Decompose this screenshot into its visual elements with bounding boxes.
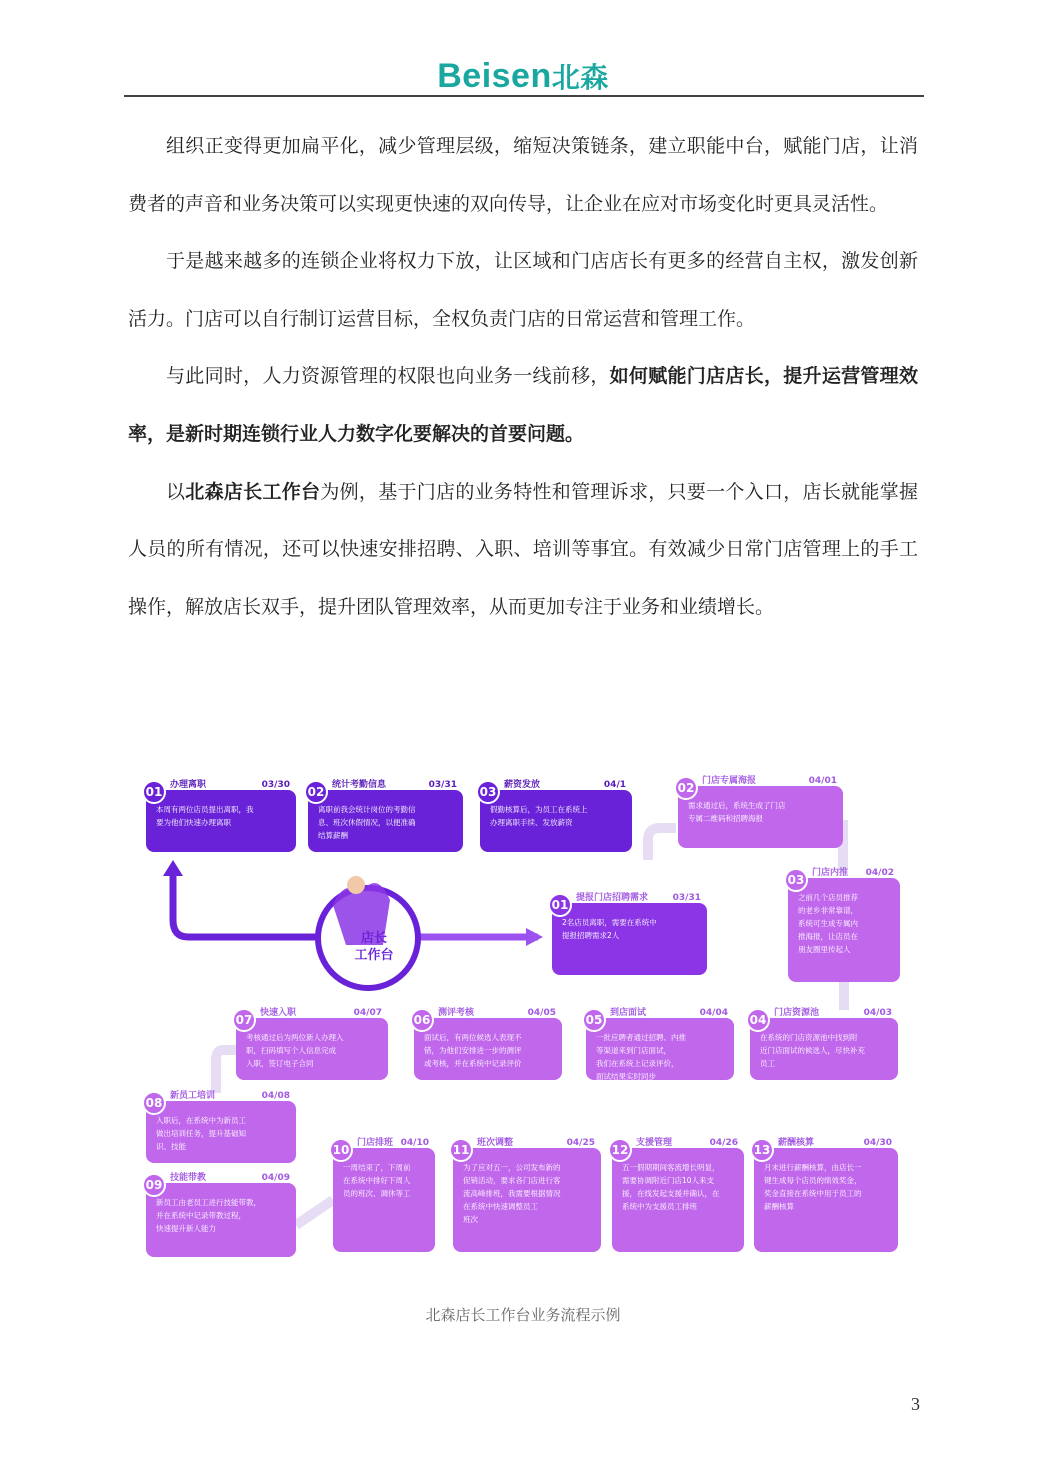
card-body-line: 办理离职手续、发放薪资 <box>490 818 573 827</box>
card-body-line: 面试后，有两位候选人表现不 <box>424 1033 522 1042</box>
card-body-line: 离职前我会统计岗位的考勤信 <box>318 805 416 814</box>
center-label-2: 工作台 <box>354 948 394 963</box>
card-body-line: 流高峰排班，我需要根据情况 <box>463 1189 561 1198</box>
card-date: 04/02 <box>865 868 894 878</box>
card-body-line: 快速提升新人能力 <box>156 1224 216 1233</box>
card-body-line: 并在系统中记录带教过程， <box>156 1211 246 1220</box>
card-body-line: 一批应聘者通过招聘、内推 <box>596 1033 686 1042</box>
card-body-line: 需求通过后，系统生成了门店 <box>688 801 786 810</box>
card-body-line: 2名店员离职，需要在系统中 <box>562 918 657 927</box>
step-number: 02 <box>677 781 695 795</box>
card-body-line: 近门店面试的候选人，尽快补充 <box>760 1046 865 1055</box>
card-body-line: 班次 <box>463 1215 478 1224</box>
step-number: 05 <box>585 1013 603 1027</box>
card-date: 04/26 <box>709 1138 738 1148</box>
logo-latin: Beisen <box>437 57 552 95</box>
card-title: 薪酬核算 <box>778 1138 815 1148</box>
card-body-line: 奖金直接在系统中用于员工的 <box>764 1189 862 1198</box>
step-number: 13 <box>753 1143 771 1157</box>
card-body-line: 息、班次休假情况，以便准确 <box>318 818 416 827</box>
step-number: 12 <box>611 1143 629 1157</box>
card-date: 03/31 <box>672 893 701 903</box>
card-body-line: 面试结果实时同步 <box>596 1072 656 1081</box>
bold-text: 北森店长工作台 <box>185 480 321 503</box>
figure-caption: 北森店长工作台业务流程示例 <box>425 1306 621 1324</box>
card-title: 班次调整 <box>477 1138 514 1148</box>
card-body-line: 假勤核算后，为员工在系统上 <box>490 805 588 814</box>
card-body-line: 结算薪酬 <box>318 831 348 840</box>
step-number: 02 <box>307 785 325 799</box>
center-label-1: 店长 <box>360 931 388 946</box>
card-title: 支援管理 <box>636 1138 673 1148</box>
card-title: 提报门店招聘需求 <box>576 893 649 903</box>
card-body-line: 需要协调附近门店10人来支 <box>622 1176 715 1185</box>
paragraph <box>128 233 918 348</box>
card-body-line: 做出培训任务，提升基础知 <box>156 1129 246 1138</box>
step-number: 10 <box>332 1143 350 1157</box>
card-title: 门店资源池 <box>774 1008 820 1018</box>
card-date: 04/25 <box>566 1138 595 1148</box>
card-body-line: 在系统中快速调整员工 <box>463 1202 538 1211</box>
card-title: 薪资发放 <box>504 780 541 790</box>
workflow-diagram-svg <box>128 760 918 1270</box>
card-title: 门店内推 <box>812 868 849 878</box>
card-body-line: 为了应对五一，公司发布新的 <box>463 1163 561 1172</box>
card-title: 技能带教 <box>170 1173 207 1183</box>
card-date: 04/1 <box>603 780 626 790</box>
paragraph <box>128 464 918 637</box>
card-date: 04/09 <box>261 1173 290 1183</box>
card-body-line: 五一假期期间客流增长明显， <box>622 1163 720 1172</box>
card-body-line: 新员工由老员工进行技能带教， <box>156 1198 261 1207</box>
card-title: 门店排班 <box>357 1138 394 1148</box>
card-date: 04/05 <box>527 1008 556 1018</box>
card-body-line: 入职后，在系统中为新员工 <box>156 1116 246 1125</box>
card-body-line: 促销活动，要求各门店进行客 <box>463 1176 561 1185</box>
card-date: 04/30 <box>863 1138 892 1148</box>
card-body-line: 在系统中排好下周人 <box>343 1176 411 1185</box>
card-title: 测评考核 <box>438 1008 475 1018</box>
card-title: 办理离职 <box>170 780 207 790</box>
card-date: 04/10 <box>400 1138 429 1148</box>
card-body-line: 一周结束了，下周前 <box>343 1163 411 1172</box>
card-title: 到店面试 <box>610 1008 647 1018</box>
card-title: 统计考勤信息 <box>332 780 387 790</box>
card-body-line: 员工 <box>760 1059 775 1068</box>
connector <box>216 1050 238 1093</box>
card-title: 新员工培训 <box>170 1091 216 1101</box>
card-body-line: 键生成每个店员的绩效奖金， <box>764 1176 862 1185</box>
step-number: 04 <box>749 1013 767 1027</box>
workflow-diagram <box>128 760 918 1270</box>
article-body <box>128 118 918 636</box>
card-body-line: 系统中为支援员工排班 <box>622 1202 697 1211</box>
paragraph <box>128 118 918 233</box>
header-divider <box>124 95 924 97</box>
connector <box>296 1200 333 1225</box>
step-number: 11 <box>452 1143 470 1157</box>
card-body-line: 之前几个店员推荐 <box>798 893 858 902</box>
card-body-line: 员的班次、调休等工 <box>343 1189 411 1198</box>
text-run: 以 <box>166 480 186 503</box>
card-body-line: 系统可生成专属内 <box>798 919 858 928</box>
card-body-line: 我们在系统上记录评价， <box>596 1059 679 1068</box>
text-run: 组织正变得更加扁平化，减少管理层级，缩短决策链条，建立职能中台，赋能门店，让消费者的声音和业务决策可以实现更快速的双向传导，让企业在应对市场变化时更具灵活性。 <box>128 135 918 215</box>
card-date: 04/08 <box>261 1091 290 1101</box>
card-body-line: 或考核，并在系统中记录评价 <box>424 1059 522 1068</box>
card-date: 04/07 <box>353 1008 382 1018</box>
card-body-line: 本周有两位店员提出离职，我 <box>156 805 254 814</box>
text-run: 与此同时，人力资源管理的权限也向业务一线前移， <box>166 365 610 388</box>
card-body-line: 考核通过后为两位新人办理入 <box>246 1033 344 1042</box>
step-number: 01 <box>145 785 163 799</box>
step-number: 07 <box>235 1013 253 1027</box>
card-body-line: 提报招聘需求2人 <box>562 931 620 940</box>
step-number: 03 <box>479 785 497 799</box>
card-body-line: 错，为他们安排进一步的测评 <box>424 1046 522 1055</box>
bold-text: 如何赋能门店店长，提升运营管理效率，是新时期连锁行业人力数字化要解决的首要问题。 <box>128 365 918 445</box>
process-card <box>146 1183 296 1257</box>
paragraph <box>128 348 918 463</box>
card-title: 门店专属海报 <box>702 776 757 786</box>
step-number: 06 <box>413 1013 431 1027</box>
card-title: 快速入职 <box>260 1008 297 1018</box>
card-date: 03/30 <box>261 780 290 790</box>
card-date: 04/04 <box>699 1008 728 1018</box>
step-number: 03 <box>787 873 805 887</box>
card-body-line: 月末进行薪酬核算，由店长一 <box>764 1163 862 1172</box>
arrow-head <box>526 928 543 946</box>
manager-head <box>347 876 365 894</box>
text-run: 于是越来越多的连锁企业将权力下放，让区域和门店店长有更多的经营自主权，激发创新活力。门店可以自行制订运营目标，全权负责门店的日常运营和管理工作。 <box>128 250 918 330</box>
card-body-line: 朋友圈里传起人 <box>798 945 851 954</box>
step-number: 01 <box>551 898 569 912</box>
card-body-line: 入职，签订电子合同 <box>246 1059 314 1068</box>
card-date: 04/03 <box>863 1008 892 1018</box>
text-run: 为例，基于门店的业务特性和管理诉求，只要一个入口，店长就能掌握人员的所有情况，还可以快速安排招聘、入职、培训等事宜。有效减少日常门店管理上的手工操作，解放店长双手，提升团队管理效率，从而更加专注于业务和业绩增长。 <box>128 480 918 618</box>
card-body-line: 推海报，让店员在 <box>798 932 858 941</box>
card-date: 04/01 <box>808 776 837 786</box>
arrow-head <box>163 860 183 876</box>
logo-chinese: 北森 <box>551 61 609 94</box>
card-body-line: 专属二维码和招聘海报 <box>688 814 763 823</box>
card-body-line: 识、技能 <box>156 1142 186 1151</box>
card-body-line: 等渠道来到门店面试， <box>596 1046 671 1055</box>
card-body-line: 在系统的门店资源池中找到附 <box>760 1033 858 1042</box>
card-body-line: 薪酬核算 <box>764 1202 794 1211</box>
step-number: 09 <box>145 1178 163 1192</box>
connector <box>648 828 676 860</box>
step-number: 08 <box>145 1096 163 1110</box>
card-date: 03/31 <box>428 780 457 790</box>
brand-logo <box>0 56 1046 96</box>
card-body-line: 援，在线发起支援并确认，在 <box>622 1189 720 1198</box>
card-body-line: 的老乡非常靠谱， <box>798 906 858 915</box>
card-body-line: 职，扫码填写个人信息完成 <box>246 1046 336 1055</box>
page-number: 3 <box>911 1394 920 1414</box>
card-body-line: 要为他们快速办理离职 <box>156 818 231 827</box>
